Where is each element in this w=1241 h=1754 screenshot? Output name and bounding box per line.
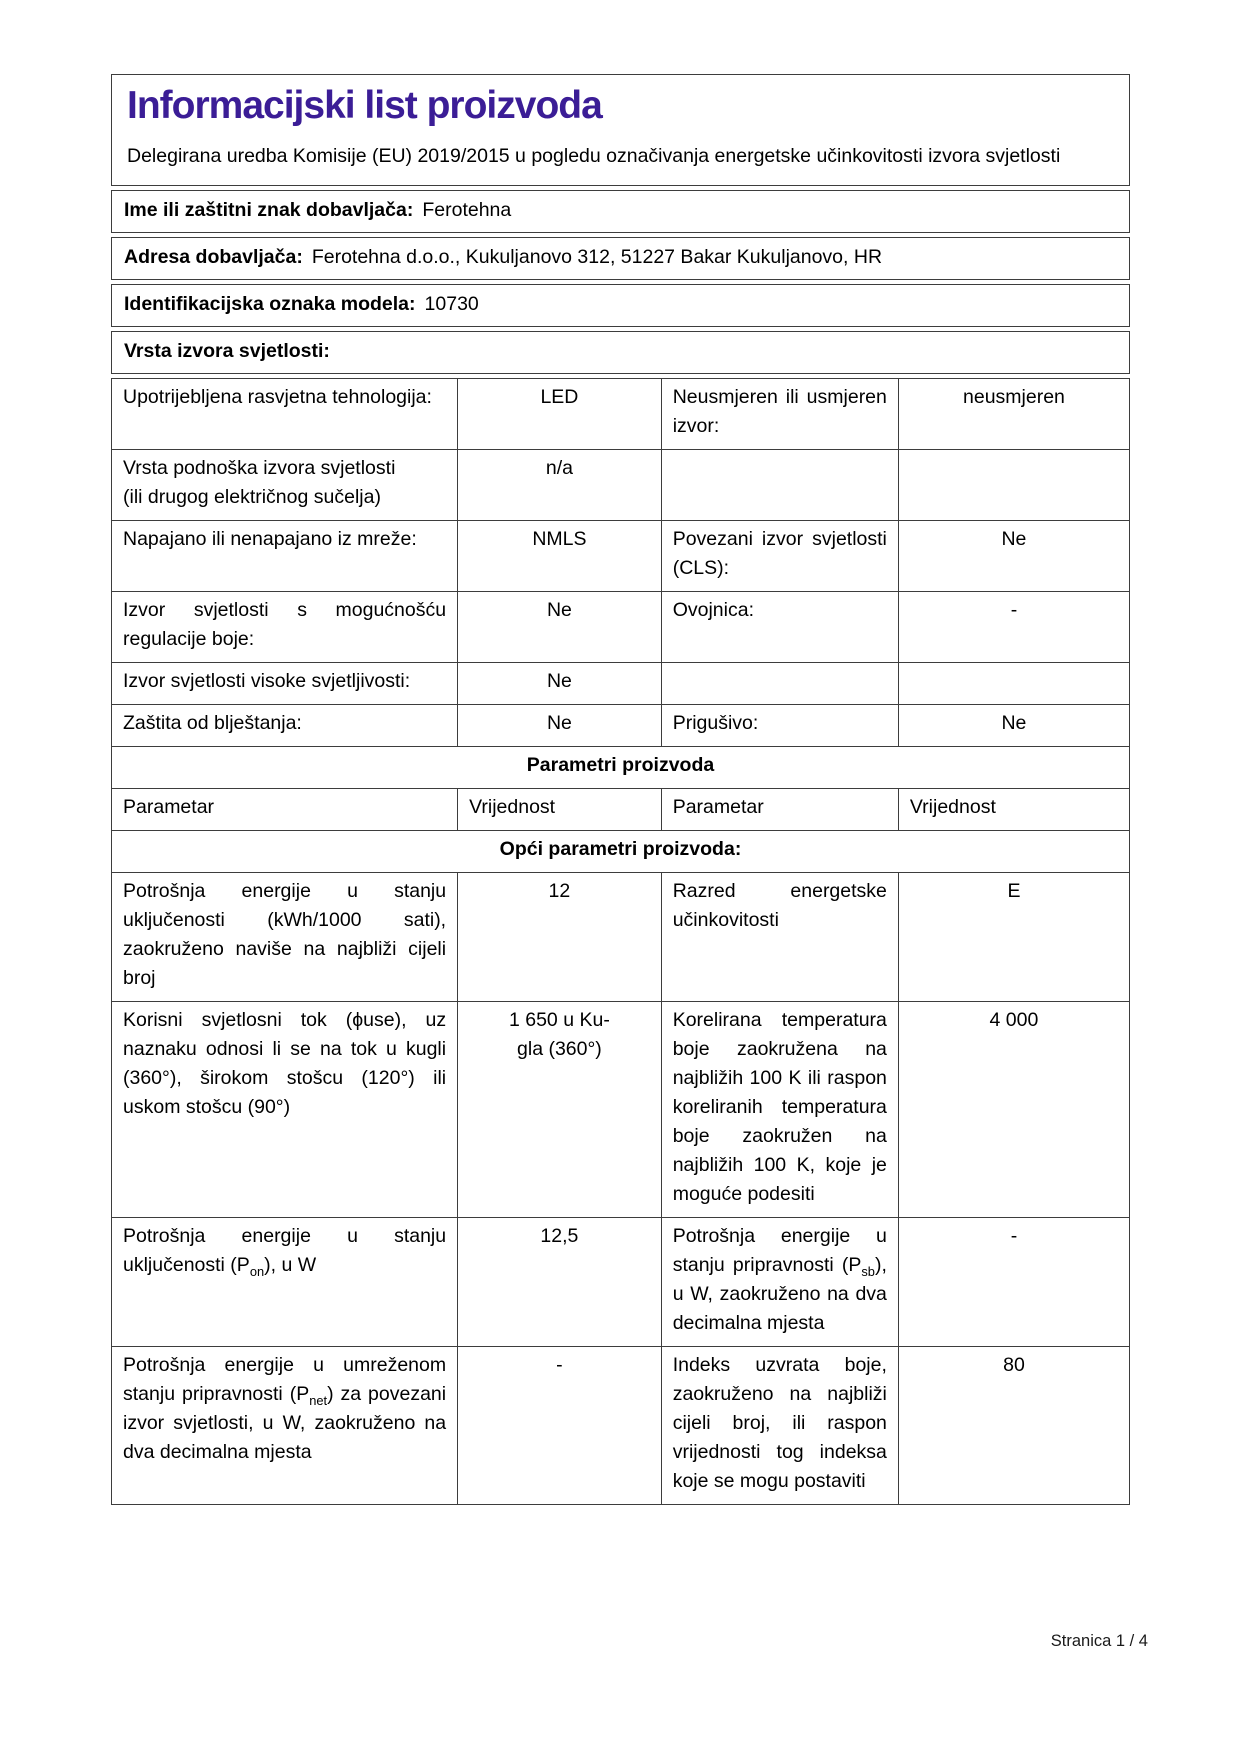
value-cell: E: [898, 872, 1129, 1001]
header-section: [111, 74, 1130, 186]
table-row: [112, 788, 1130, 830]
info-row-value: Ferotehna d.o.o., Kukuljanovo 312, 51227 Bakar Kukuljanovo, HR: [311, 245, 883, 268]
supplier-info-rows: [111, 190, 1130, 374]
value-cell: NMLS: [458, 520, 662, 591]
product-parameters-table: [111, 378, 1130, 1505]
info-row-label: Adresa dobavljača:: [124, 245, 303, 268]
parameter-cell: Potrošnja energije u stanju uključenosti $(P_{on})$, u W: [112, 1217, 458, 1346]
value-cell: 4 000: [898, 1001, 1129, 1217]
value-cell: neusmjeren: [898, 378, 1129, 449]
page-number: Stranica 1 / 4: [1050, 1632, 1148, 1650]
parameter-cell: Indeks uzvrata boje, zaokruženo na najbliži cijeli broj, ili raspon vrijednosti tog indeksa koje se mogu postaviti: [661, 1346, 898, 1504]
info-row-label: Vrsta izvora svjetlosti:: [124, 339, 330, 362]
value-cell: -: [898, 591, 1129, 662]
value-cell: 12: [458, 872, 662, 1001]
info-row: [111, 331, 1130, 374]
table-row: [112, 1217, 1130, 1346]
value-cell: -: [458, 1346, 662, 1504]
parameter-cell: Korelirana temperatura boje zaokružena na najbližih 100 K ili raspon koreliranih temperatura boje zaokružen na najbližih 100 K, koje je moguće podesiti: [661, 1001, 898, 1217]
value-cell: 12,5: [458, 1217, 662, 1346]
table-row: [112, 746, 1130, 788]
info-row-value: 10730: [424, 292, 479, 315]
document-content: [111, 74, 1130, 1505]
info-row-label: Ime ili zaštitni znak dobavljača:: [124, 198, 414, 221]
parameter-cell: Potrošnja energije u umreženom stanju pripravnosti $(P_{net})$ za povezani izvor svjetlosti, u W, zaokruženo na dva decimalna mjesta: [112, 1346, 458, 1504]
table-row: [112, 662, 1130, 704]
value-cell: [898, 662, 1129, 704]
value-cell: Ne: [898, 704, 1129, 746]
value-cell: 80: [898, 1346, 1129, 1504]
parameter-cell: Vrsta podnoška izvora svjetlosti (ili drugog električnog sučelja): [112, 449, 458, 520]
table-row: [112, 378, 1130, 449]
table-row: [112, 591, 1130, 662]
info-row-label: Identifikacijska oznaka modela:: [124, 292, 416, 315]
value-cell: 1 650 u Ku- gla (360°): [458, 1001, 662, 1217]
product-parameters-body: [112, 378, 1130, 1504]
value-cell: Ne: [458, 704, 662, 746]
table-row: [112, 1346, 1130, 1504]
document-subtitle: Delegirana uredba Komisije (EU) 2019/2015 u pogledu označivanja energetske učinkovitosti izvora svjetlosti: [127, 144, 1061, 167]
table-row: [112, 704, 1130, 746]
value-cell: Ne: [898, 520, 1129, 591]
info-row-value: Ferotehna: [422, 198, 512, 221]
info-row: [111, 284, 1130, 327]
parameter-cell: Prigušivo:: [661, 704, 898, 746]
value-cell: n/a: [458, 449, 662, 520]
value-cell: [898, 449, 1129, 520]
column-header-cell: Vrijednost: [458, 788, 662, 830]
parameter-cell: [661, 662, 898, 704]
parameter-cell: Napajano ili nenapajano iz mreže:: [112, 520, 458, 591]
parameter-cell: [661, 449, 898, 520]
parameter-cell: Ovojnica:: [661, 591, 898, 662]
section-header-cell: Opći parametri proizvoda:: [112, 830, 1130, 872]
value-cell: Ne: [458, 662, 662, 704]
parameter-cell: Korisni svjetlosni tok (ϕuse), uz naznaku odnosi li se na tok u kugli (360°), širokom stošcu (120°) ili uskom stošcu (90°): [112, 1001, 458, 1217]
parameter-cell: Potrošnja energije u stanju pripravnosti $(P_{sb})$, u W, zaokruženo na dva decimalna mjesta: [661, 1217, 898, 1346]
value-cell: -: [898, 1217, 1129, 1346]
parameter-cell: Potrošnja energije u stanju uključenosti (kWh/1000 sati), zaokruženo naviše na najbliži cijeli broj: [112, 872, 458, 1001]
info-row: [111, 190, 1130, 233]
column-header-cell: Parametar: [661, 788, 898, 830]
parameter-cell: Izvor svjetlosti visoke svjetljivosti:: [112, 662, 458, 704]
section-header-cell: Parametri proizvoda: [112, 746, 1130, 788]
parameter-cell: Neusmjeren ili usmjeren izvor:: [661, 378, 898, 449]
document-title: Informacijski list proizvoda: [127, 84, 602, 127]
table-row: [112, 520, 1130, 591]
column-header-cell: Vrijednost: [898, 788, 1129, 830]
info-row: [111, 237, 1130, 280]
parameter-cell: Razred energetske učinkovitosti: [661, 872, 898, 1001]
parameter-cell: Povezani izvor svjetlosti (CLS):: [661, 520, 898, 591]
value-cell: LED: [458, 378, 662, 449]
parameter-cell: Izvor svjetlosti s mogućnošću regulacije boje:: [112, 591, 458, 662]
parameter-cell: Zaštita od blještanja:: [112, 704, 458, 746]
table-row: [112, 449, 1130, 520]
table-row: [112, 872, 1130, 1001]
table-row: [112, 830, 1130, 872]
parameter-cell: Upotrijebljena rasvjetna tehnologija:: [112, 378, 458, 449]
column-header-cell: Parametar: [112, 788, 458, 830]
value-cell: Ne: [458, 591, 662, 662]
table-row: [112, 1001, 1130, 1217]
